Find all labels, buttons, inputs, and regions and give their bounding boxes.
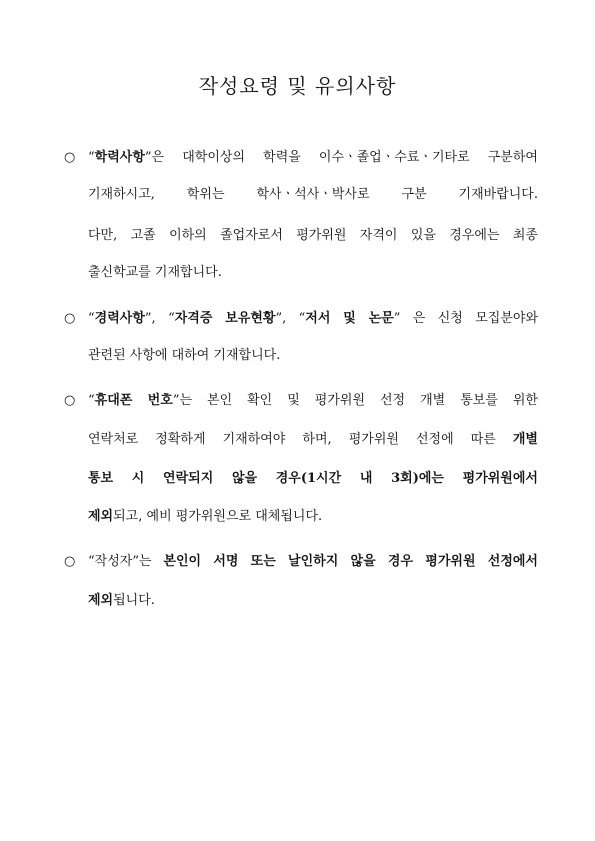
- section-1-line-4: [88, 264, 538, 282]
- text-run: ”은 대학이상의 학력을 이수ㆍ졸업ㆍ수료ㆍ기타로 구분하여: [144, 150, 538, 165]
- text-run: 기재하시고, 학위는 학사ㆍ석사ㆍ박사로 구분 기재바랍니다.: [88, 187, 538, 202]
- section-3-line-4: [88, 508, 538, 526]
- bold-text-run: 통보 시 연락되지 않을 경우(1시간 내 3회)에는 평가위원에서: [88, 471, 538, 486]
- bold-text-run: 저서 및 논문: [305, 311, 394, 326]
- bold-text-run: 제외: [88, 593, 114, 608]
- bold-text-run: 경력사항: [94, 311, 145, 326]
- bullet-marker: ○: [64, 393, 76, 408]
- text-run: 되고, 예비 평가위원으로 대체됩니다.: [113, 509, 323, 524]
- text-run: ”는 본인 확인 및 평가위원 선정 개별 통보를 위한: [172, 393, 538, 408]
- bold-text-run: 자격증 보유현황: [174, 311, 276, 326]
- text-run: 관련된 사항에 대하여 기재합니다.: [88, 348, 281, 363]
- bullet-marker: ○: [64, 311, 76, 326]
- text-run: “: [88, 311, 95, 326]
- bullet-marker: ○: [64, 554, 76, 569]
- section-4-line-1: [88, 553, 538, 571]
- text-run: ” 은 신청 모집분야와: [393, 311, 539, 326]
- bold-text-run: 학력사항: [94, 150, 145, 165]
- section-2-line-1: [88, 310, 538, 328]
- bold-text-run: 개별: [512, 432, 538, 447]
- text-run: “: [88, 150, 95, 165]
- section-1-line-2: [88, 186, 538, 204]
- bold-text-run: 제외: [88, 509, 114, 524]
- section-3-line-1: [88, 392, 538, 410]
- section-1-line-3: [88, 227, 538, 245]
- page-title: 작성요령 및 유의사항: [198, 74, 397, 98]
- bold-text-run: 본인이 서명 또는 날인하지 않을 경우 평가위원 선정에서: [163, 554, 538, 569]
- section-4-line-2: [88, 592, 538, 610]
- text-run: 됩니다.: [113, 593, 155, 608]
- text-run: “: [88, 393, 95, 408]
- text-run: 연락처로 정확하게 기재하여야 하며, 평가위원 선정에 따른: [88, 432, 513, 447]
- bold-text-run: 휴대폰 번호: [94, 393, 173, 408]
- section-2-line-2: [88, 347, 538, 365]
- text-run: ”, “: [275, 311, 306, 326]
- text-run: “작성자”는: [88, 554, 164, 569]
- section-3-line-2: [88, 431, 538, 449]
- section-1-line-1: [88, 149, 538, 167]
- text-run: ”, “: [144, 311, 175, 326]
- text-run: 다만, 고졸 이하의 졸업자로서 평가위원 자격이 있을 경우에는 최종: [88, 228, 538, 243]
- section-3-line-3: [88, 470, 538, 488]
- bullet-marker: ○: [64, 150, 76, 165]
- text-run: 출신학교를 기재합니다.: [88, 265, 222, 280]
